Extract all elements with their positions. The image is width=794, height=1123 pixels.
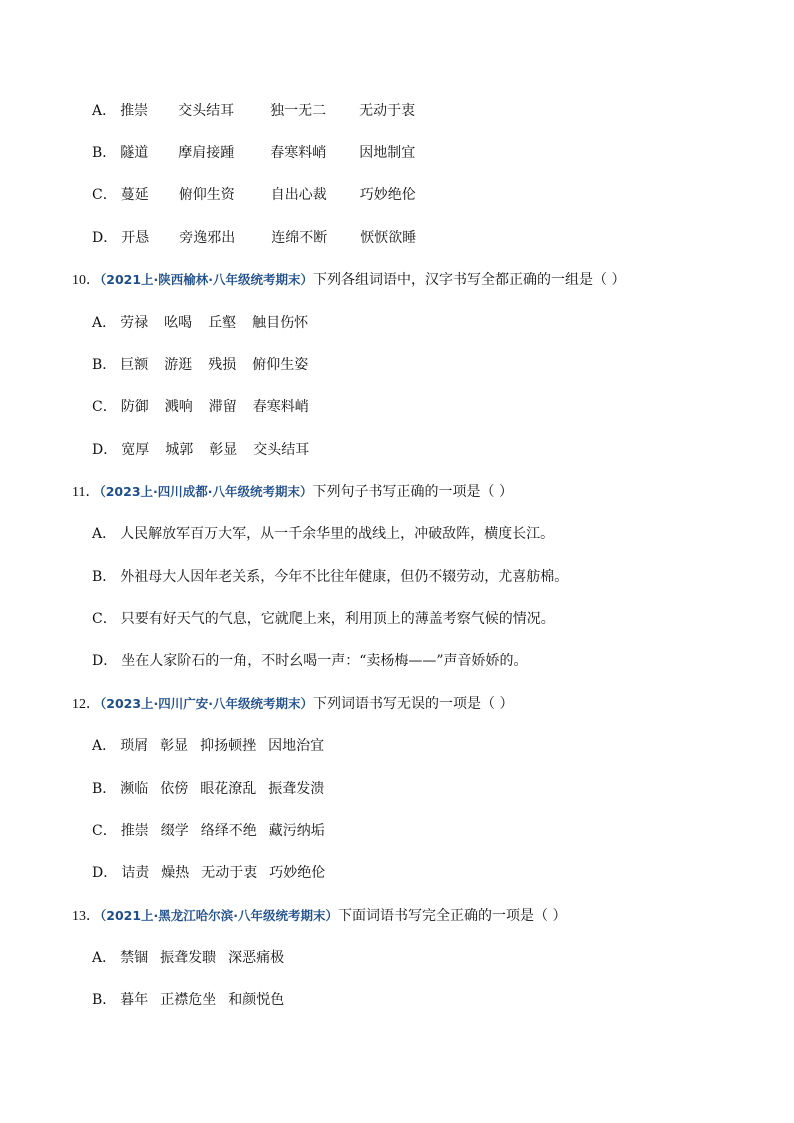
option-letter: B． [92,357,117,373]
option-letter: D． [92,442,118,458]
option-letter: B． [92,992,117,1008]
option-word: 交头结耳 [253,442,310,458]
question-13-stem [72,906,567,927]
option-text: 只要有好天气的气息，它就爬上来，利用顶上的薄盖考察气候的情况。 [120,611,555,627]
question-source: （2023上·四川成都·八年级统考期末） [99,484,313,499]
option-word: 隧道 [120,145,149,161]
q11-option-d [92,651,528,671]
q10-option-a [92,313,308,333]
option-word: 城郭 [165,442,194,458]
option-word: 深恶痛极 [228,950,285,966]
question-text: 下列词语书写无误的一项是（ ） [313,696,514,712]
option-word: 彰显 [160,738,189,754]
option-letter: C． [92,611,117,627]
option-letter: D． [92,653,118,669]
option-word: 燥热 [161,865,190,881]
q11-option-a [92,524,554,544]
q10-option-d [92,440,309,460]
option-letter: A． [92,103,117,119]
q10-option-c [92,397,309,417]
q10-option-b [92,355,308,375]
option-word: 推崇 [120,823,149,839]
question-source: （2023上·四川广安·八年级统考期末） [100,696,314,711]
option-word: 触目伤怀 [252,315,309,331]
option-word: 防御 [120,399,149,415]
option-word: 游逛 [164,357,193,373]
question-text: 下列句子书写正确的一项是（ ） [312,484,513,500]
option-word: 缀学 [160,823,189,839]
q12-option-b [92,779,324,799]
option-letter: C． [92,187,117,203]
option-text: 外祖母大人因年老关系，今年不比往年健康，但仍不辍劳动，尤喜舫棉。 [120,569,569,585]
option-word: 蔓延 [120,187,149,203]
option-word: 自出心裁 [270,187,327,203]
question-number: 11． [72,485,100,500]
question-text: 下面词语书写完全正确的一项是（ ） [338,908,567,924]
option-word: 摩肩接踵 [178,145,235,161]
question-11-stem [72,482,513,503]
option-letter: D． [92,865,118,881]
q9-option-b [92,143,415,163]
option-letter: A． [92,950,117,966]
option-word: 残损 [208,357,237,373]
option-word: 春寒料峭 [270,145,327,161]
option-text: 人民解放军百万大军，从一千余华里的战线上，冲破敌阵，横度长江。 [120,526,555,542]
q11-option-b [92,567,568,587]
option-word: 宽厚 [121,442,150,458]
question-number: 12． [72,697,100,712]
option-word: 抑扬顿挫 [200,738,257,754]
option-word: 巧妙绝伦 [359,187,416,203]
option-word: 络绎不绝 [200,823,257,839]
option-letter: D． [92,230,118,246]
option-word: 春寒料峭 [252,399,309,415]
option-word: 濒临 [120,781,149,797]
option-word: 琐屑 [120,738,149,754]
option-word: 依傍 [160,781,189,797]
option-word: 巨额 [120,357,149,373]
option-word: 正襟危坐 [160,992,217,1008]
option-word: 无动于衷 [201,865,258,881]
option-word: 滞留 [208,399,237,415]
option-word: 丘壑 [208,315,237,331]
option-word: 俯仰生姿 [252,357,309,373]
option-word: 暮年 [120,992,149,1008]
q13-option-a [92,948,284,968]
option-word: 吆喝 [164,315,193,331]
option-word: 因地制宜 [359,145,416,161]
option-letter: B． [92,145,117,161]
question-10-stem [72,270,626,291]
option-word: 开恳 [121,230,150,246]
q12-option-d [92,863,325,883]
q12-option-c [92,821,325,841]
option-letter: A． [92,526,117,542]
q11-option-c [92,609,555,629]
option-text: 坐在人家阶石的一角，不时幺喝一声：“卖杨梅——”声音娇娇的。 [121,653,528,669]
option-word: 振聋发溃 [268,781,325,797]
option-word: 眼花潦乱 [200,781,257,797]
option-word: 独一无二 [270,103,327,119]
option-letter: A． [92,315,117,331]
option-word: 劳禄 [120,315,149,331]
option-word: 巧妙绝伦 [269,865,326,881]
option-word: 因地治宜 [268,738,325,754]
q13-option-b [92,990,284,1010]
option-word: 振聋发聩 [160,950,217,966]
option-word: 连绵不断 [271,230,328,246]
question-text: 下列各组词语中，汉字书写全都正确的一组是（ ） [313,272,626,288]
option-word: 恹恹欲睡 [360,230,417,246]
option-word: 无动于衷 [359,103,416,119]
option-word: 推崇 [120,103,149,119]
question-source: （2021上·陕西榆林·八年级统考期末） [100,272,314,287]
option-word: 俯仰生资 [178,187,235,203]
question-12-stem [72,694,514,715]
q9-option-c [92,185,416,205]
option-word: 彰显 [209,442,238,458]
option-letter: C． [92,399,117,415]
option-letter: C． [92,823,117,839]
option-letter: B． [92,781,117,797]
option-word: 和颜悦色 [228,992,285,1008]
option-word: 交头结耳 [178,103,235,119]
q12-option-a [92,736,324,756]
q9-option-d [92,228,416,248]
question-number: 13． [72,909,100,924]
question-number: 10． [72,273,100,288]
option-word: 诘责 [121,865,150,881]
option-word: 旁逸邪出 [179,230,236,246]
option-letter: A． [92,738,117,754]
option-word: 藏污纳垢 [268,823,325,839]
option-letter: B． [92,569,117,585]
question-source: （2021上·黑龙江哈尔滨·八年级统考期末） [100,908,339,923]
option-word: 禁锢 [120,950,149,966]
q9-option-a [92,101,415,121]
option-word: 溅响 [164,399,193,415]
